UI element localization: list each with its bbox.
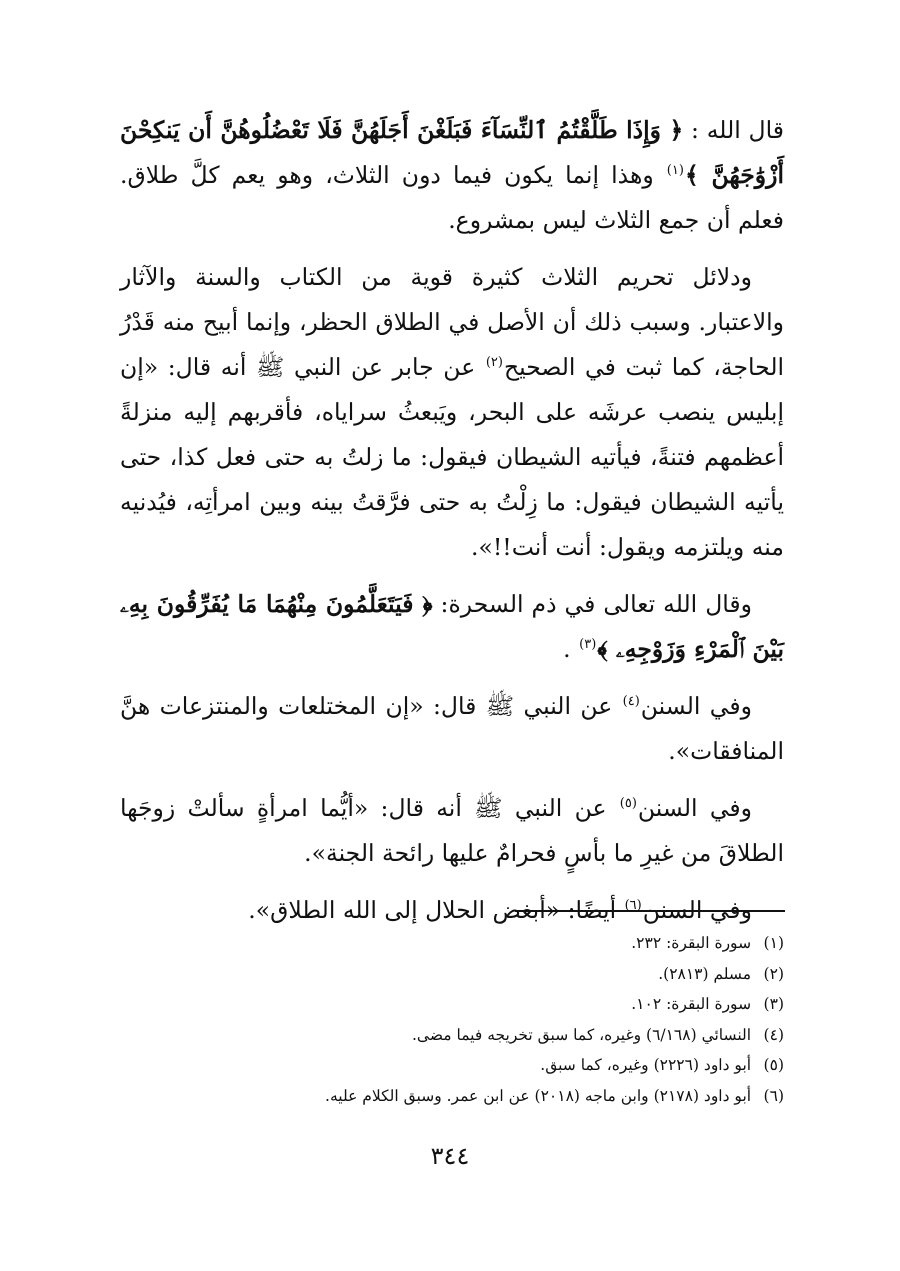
footnotes-list — [120, 928, 784, 1111]
footnote-item — [120, 959, 784, 990]
text-run: عن النبي ﷺ أنه قال: «أيُّما امرأةٍ سألتْ زوجَها الطلاقَ من غيرِ ما بأسٍ فحرامٌ عليها رائحة الجنة». — [120, 794, 784, 867]
text-run: عن جابر عن النبي ﷺ أنه قال: «إن إبليس ينصب عرشَه على البحر، ويَبعثُ سراياه، فأقربهم إليه منزلةً أعظمهم فتنةً، فيأتيه الشيطان فيقول: ما زلتُ به حتى فعل كذا، حتى يأتيه الشيطان فيقول: ما زِلْتُ به حتى فرَّقتُ بينه وبين امرأتِه، فيُدنيه منه ويلتزمه ويقول: أنت أنت!!». — [120, 353, 784, 561]
main-text — [120, 108, 784, 945]
footnote-number: (٣) — [763, 995, 784, 1013]
text-run: أيضًا: «أبغض الحلال إلى الله الطلاق». — [248, 896, 624, 924]
footnote-marker[interactable]: (٥) — [619, 796, 637, 812]
text-run: وهذا إنما يكون فيما دون الثلاث، وهو يعم كلَّ طلاق. فعلم أن جمع الثلاث ليس بمشروع. — [120, 161, 784, 234]
footnote-text: النسائي (٦/١٦٨) وغيره، كما سبق تخريجه فيما مضى. — [411, 1025, 752, 1044]
footnote-text: أبو داود (٢٢٢٦) وغيره، كما سبق. — [540, 1056, 752, 1074]
text-run: قال الله : — [683, 116, 784, 144]
footnote-item — [120, 928, 784, 959]
text-run: ودلائل تحريم الثلاث كثيرة قوية من الكتاب والسنة والآثار والاعتبار. وسبب ذلك أن الأصل في الطلاق الحظر، وإنما أبيح منه قَدْرُ الحاجة، كما ثبت في الصحيح — [120, 263, 785, 381]
footnote-number: (٦) — [763, 1086, 784, 1105]
footnote-marker[interactable]: (٤) — [622, 694, 640, 710]
paragraph-5 — [120, 786, 784, 876]
footnote-item — [120, 1081, 784, 1112]
text-run: وفي السنن — [642, 896, 752, 924]
footnote-separator — [515, 910, 785, 912]
footnote-item — [120, 989, 784, 1020]
footnote-marker[interactable]: (٢) — [485, 355, 503, 371]
footnote-marker[interactable]: (٦) — [624, 898, 642, 914]
text-run: . — [563, 635, 579, 663]
footnote-marker[interactable]: (١) — [666, 163, 684, 179]
text-run: عن النبي ﷺ قال: «إن المختلعات والمنتزعات هنَّ المنافقات». — [120, 692, 784, 765]
footnote-text: سورة البقرة: ٢٣٢. — [631, 934, 752, 952]
paragraph-4 — [120, 684, 784, 774]
footnote-item — [120, 1020, 784, 1051]
page-number: ٣٤٤ — [430, 1142, 470, 1170]
footnote-item — [120, 1050, 784, 1081]
footnote-number: (٥) — [763, 1056, 784, 1074]
paragraph-2 — [120, 255, 784, 570]
quran-verse: ﴿ وَإِذَا طَلَّقْتُمُ ٱلنِّسَآءَ فَبَلَغْنَ أَجَلَهُنَّ فَلَا تَعْضُلُوهُنَّ أَن يَنكِحْنَ أَزْوَٰجَهُنَّ ﴾ — [120, 116, 784, 189]
footnote-marker[interactable]: (٣) — [579, 637, 597, 653]
text-run: وقال الله تعالى في ذم السحرة: — [432, 590, 753, 618]
footnote-number: (٢) — [763, 964, 784, 983]
paragraph-1 — [120, 108, 784, 243]
footnote-number: (١) — [763, 934, 784, 952]
footnote-text: سورة البقرة: ١٠٢. — [631, 995, 752, 1013]
paragraph-3 — [120, 582, 784, 672]
footnote-text: أبو داود (٢١٧٨) وابن ماجه (٢٠١٨) عن ابن عمر. وسبق الكلام عليه. — [325, 1086, 752, 1105]
footnote-number: (٤) — [763, 1025, 784, 1044]
footnote-text: مسلم (٢٨١٣). — [658, 964, 752, 983]
text-run: وفي السنن — [640, 692, 752, 720]
quran-verse: ﴿ فَيَتَعَلَّمُونَ مِنْهُمَا مَا يُفَرِّقُونَ بِهِۦ بَيْنَ ٱلْمَرْءِ وَزَوْجِهِۦ ﴾ — [120, 590, 784, 663]
text-run: وفي السنن — [637, 794, 752, 822]
